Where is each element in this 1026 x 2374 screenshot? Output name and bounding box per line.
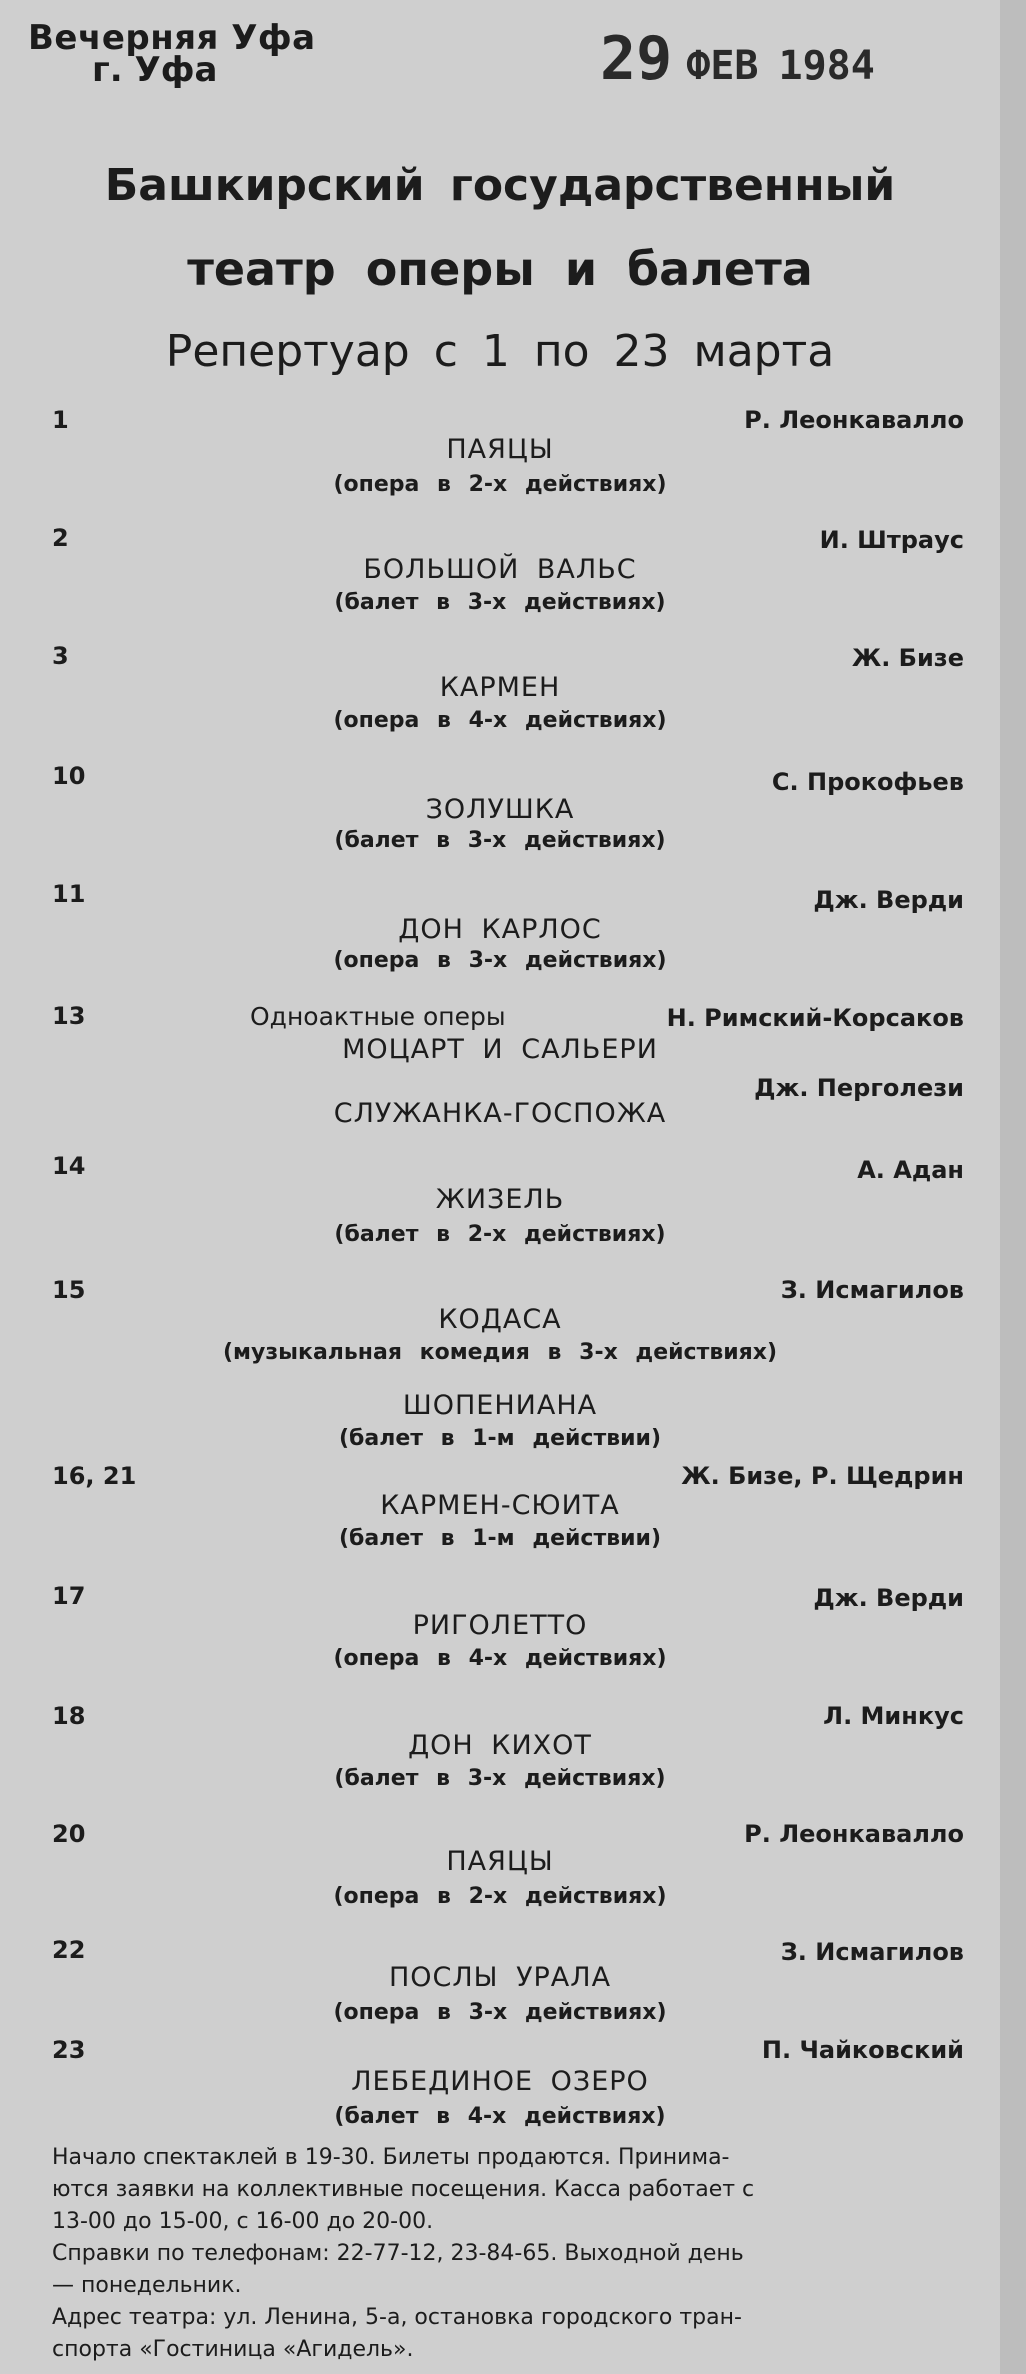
- performance-date: 17: [52, 1582, 86, 1610]
- footer-line: ются заявки на коллективные посещения. Касса работает с: [52, 2177, 755, 2202]
- footer-line: Начало спектаклей в 19-30. Билеты продаются. Принима-: [52, 2145, 730, 2170]
- work-genre: (балет в 4-х действиях): [334, 2104, 666, 2129]
- work-title: ДОН КИХОТ: [408, 1730, 592, 1761]
- footer-line: — понедельник.: [52, 2273, 242, 2298]
- performance-date: 16, 21: [52, 1462, 137, 1490]
- composer: Дж. Верди: [813, 886, 964, 914]
- performance-date: 11: [52, 880, 86, 908]
- work-genre: (опера в 2-х действиях): [333, 472, 667, 497]
- work-title: КАРМЕН-СЮИТА: [380, 1490, 620, 1521]
- work-title: ПАЯЦЫ: [446, 434, 554, 465]
- footer-line: спорта «Гостиница «Агидель».: [52, 2337, 414, 2362]
- stamp-month: ФЕВ: [686, 43, 759, 89]
- composer: Н. Римский-Корсаков: [666, 1004, 964, 1032]
- work-title: МОЦАРТ И САЛЬЕРИ: [342, 1034, 658, 1065]
- work-title: ДОН КАРЛОС: [398, 914, 602, 945]
- newspaper-name: Вечерняя Уфа: [28, 18, 316, 58]
- performance-date: 15: [52, 1276, 86, 1304]
- work-title: ПАЯЦЫ: [446, 1846, 554, 1877]
- work-title: БОЛЬШОЙ ВАЛЬС: [363, 554, 637, 585]
- performance-date: 1: [52, 406, 69, 434]
- theatre-name-line1: Башкирский государственный: [104, 160, 896, 211]
- work-genre: (балет в 1-м действии): [338, 1526, 662, 1551]
- work-genre: (опера в 3-х действиях): [333, 2000, 667, 2025]
- footer-line: Адрес театра: ул. Ленина, 5-а, остановка городского тран-: [52, 2305, 742, 2330]
- work-genre: (балет в 2-х действиях): [334, 1222, 666, 1247]
- work-genre: (балет в 1-м действии): [338, 1426, 662, 1451]
- stamp-year: 1984: [778, 43, 875, 89]
- work-title: СЛУЖАНКА-ГОСПОЖА: [333, 1098, 667, 1129]
- composer: Л. Минкус: [823, 1702, 964, 1730]
- composer: И. Штраус: [819, 526, 964, 554]
- work-title: ШОПЕНИАНА: [402, 1390, 598, 1421]
- composer: Р. Леонкавалло: [744, 406, 964, 434]
- work-genre: (балет в 3-х действиях): [334, 590, 666, 615]
- performance-date: 10: [52, 762, 86, 790]
- performance-date: 3: [52, 642, 69, 670]
- composer: З. Исмагилов: [780, 1938, 964, 1966]
- footer-info: [52, 2142, 972, 2366]
- newspaper-city: г. Уфа: [92, 50, 218, 90]
- composer: П. Чайковский: [761, 2036, 964, 2064]
- composer: З. Исмагилов: [780, 1276, 964, 1304]
- composer: Дж. Верди: [813, 1584, 964, 1612]
- work-title: КОДАСА: [438, 1304, 562, 1335]
- performance-date: 20: [52, 1820, 86, 1848]
- composer: Ж. Бизе: [851, 644, 964, 672]
- footer-line: 13-00 до 15-00, с 16-00 до 20-00.: [52, 2209, 434, 2234]
- theatre-name-line2: театр оперы и балета: [187, 242, 813, 296]
- performance-note: Одноактные оперы: [250, 1002, 506, 1031]
- date-stamp: [600, 24, 875, 94]
- performance-date: 22: [52, 1936, 86, 1964]
- work-genre: (балет в 3-х действиях): [334, 1766, 666, 1791]
- performance-date: 23: [52, 2036, 86, 2064]
- composer: С. Прокофьев: [771, 768, 964, 796]
- composer: А. Адан: [857, 1156, 964, 1184]
- composer: Ж. Бизе, Р. Щедрин: [681, 1462, 964, 1490]
- performance-date: 14: [52, 1152, 86, 1180]
- stamp-day: 29: [600, 24, 673, 94]
- work-genre: (опера в 4-х действиях): [333, 708, 667, 733]
- work-title: КАРМЕН: [439, 672, 561, 703]
- composer: Р. Леонкавалло: [744, 1820, 964, 1848]
- work-genre: (балет в 3-х действиях): [334, 828, 666, 853]
- work-genre: (опера в 2-х действиях): [333, 1884, 667, 1909]
- work-title: ПОСЛЫ УРАЛА: [388, 1962, 612, 1993]
- work-title: ЛЕБЕДИНОЕ ОЗЕРО: [351, 2066, 649, 2097]
- work-genre: (музыкальная комедия в 3-х действиях): [222, 1340, 778, 1365]
- repertoire-heading: Репертуар с 1 по 23 марта: [165, 326, 835, 377]
- work-genre: (опера в 4-х действиях): [333, 1646, 667, 1671]
- performance-date: 2: [52, 524, 69, 552]
- work-title: ЖИЗЕЛЬ: [435, 1184, 565, 1215]
- performance-date: 13: [52, 1002, 86, 1030]
- work-genre: (опера в 3-х действиях): [333, 948, 667, 973]
- footer-line: Справки по телефонам: 22-77-12, 23-84-65. Выходной день: [52, 2241, 744, 2266]
- work-title: РИГОЛЕТТО: [412, 1610, 588, 1641]
- work-title: ЗОЛУШКА: [425, 794, 575, 825]
- composer: Дж. Перголези: [754, 1074, 964, 1102]
- performance-date: 18: [52, 1702, 86, 1730]
